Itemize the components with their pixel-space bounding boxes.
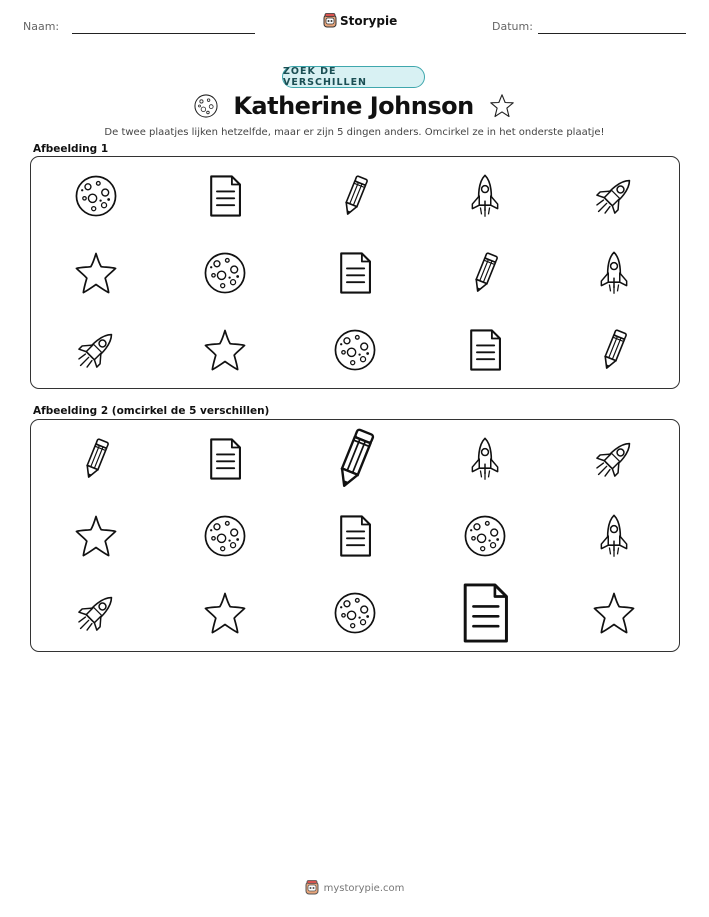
grid-cell[interactable]: [549, 497, 679, 574]
grid-cell[interactable]: [31, 311, 161, 388]
title-row: [0, 92, 709, 120]
star-icon: [488, 92, 516, 120]
star-icon: [202, 590, 248, 636]
grid-cell[interactable]: [161, 311, 291, 388]
grid-cell[interactable]: [420, 234, 550, 311]
grid-cell[interactable]: [290, 497, 420, 574]
document-icon: [462, 327, 508, 373]
pencil-icon: [462, 250, 508, 296]
rocket-icon: [591, 250, 637, 296]
brand-name: Storypie: [340, 14, 398, 28]
name-label: Naam:: [23, 20, 60, 33]
storypie-mascot-icon: [305, 880, 319, 896]
document-icon: [202, 173, 248, 219]
grid-cell[interactable]: [290, 574, 420, 651]
picture1-grid: [31, 157, 679, 388]
document-icon: [202, 436, 248, 482]
grid-cell[interactable]: [420, 420, 550, 497]
grid-cell[interactable]: [420, 157, 550, 234]
rocket-diagonal-icon: [73, 327, 119, 373]
footer: [0, 880, 709, 896]
grid-cell[interactable]: [290, 420, 420, 497]
rocket-diagonal-icon: [591, 436, 637, 482]
rocket-diagonal-icon: [591, 173, 637, 219]
moon-icon: [462, 513, 508, 559]
grid-cell[interactable]: [549, 420, 679, 497]
moon-icon: [202, 250, 248, 296]
picture1-panel: [30, 156, 680, 389]
grid-cell[interactable]: [161, 234, 291, 311]
picture2-panel: [30, 419, 680, 652]
activity-badge: ZOEK DE VERSCHILLEN: [282, 66, 425, 88]
document-icon: [452, 580, 518, 646]
moon-icon: [202, 513, 248, 559]
footer-website[interactable]: mystorypie.com: [323, 882, 405, 894]
storypie-mascot-icon: [323, 13, 337, 29]
grid-cell[interactable]: [290, 234, 420, 311]
grid-cell[interactable]: [31, 497, 161, 574]
picture2-grid: [31, 420, 679, 651]
star-icon: [73, 250, 119, 296]
grid-cell[interactable]: [31, 574, 161, 651]
pencil-icon: [321, 425, 389, 493]
name-line[interactable]: [72, 33, 255, 34]
pencil-icon: [591, 327, 637, 373]
pencil-icon: [73, 436, 119, 482]
grid-cell[interactable]: [549, 234, 679, 311]
grid-cell[interactable]: [290, 157, 420, 234]
moon-icon: [332, 590, 378, 636]
document-icon: [332, 250, 378, 296]
pencil-icon: [332, 173, 378, 219]
picture2-label: Afbeelding 2 (omcirkel de 5 verschillen): [33, 405, 270, 417]
date-line[interactable]: [538, 33, 686, 34]
grid-cell[interactable]: [31, 157, 161, 234]
grid-cell[interactable]: [290, 311, 420, 388]
grid-cell[interactable]: [549, 574, 679, 651]
grid-cell[interactable]: [161, 420, 291, 497]
moon-icon: [332, 327, 378, 373]
grid-cell[interactable]: [161, 574, 291, 651]
picture1-label: Afbeelding 1: [33, 143, 109, 155]
moon-icon: [193, 93, 219, 119]
document-icon: [332, 513, 378, 559]
grid-cell[interactable]: [161, 497, 291, 574]
grid-cell[interactable]: [549, 157, 679, 234]
grid-cell[interactable]: [549, 311, 679, 388]
page-title: Katherine Johnson: [233, 92, 474, 120]
star-icon: [73, 513, 119, 559]
grid-cell[interactable]: [420, 497, 550, 574]
instructions: De twee plaatjes lijken hetzelfde, maar er zijn 5 dingen anders. Omcirkel ze in het onderste plaatje!: [104, 127, 605, 138]
rocket-icon: [591, 513, 637, 559]
star-icon: [591, 590, 637, 636]
grid-cell[interactable]: [31, 420, 161, 497]
rocket-diagonal-icon: [73, 590, 119, 636]
moon-icon: [73, 173, 119, 219]
rocket-icon: [462, 173, 508, 219]
rocket-icon: [462, 436, 508, 482]
grid-cell[interactable]: [31, 234, 161, 311]
date-label: Datum:: [492, 20, 533, 33]
grid-cell[interactable]: [161, 157, 291, 234]
grid-cell[interactable]: [420, 574, 550, 651]
brand-logo: [323, 13, 397, 29]
grid-cell[interactable]: [420, 311, 550, 388]
star-icon: [202, 327, 248, 373]
